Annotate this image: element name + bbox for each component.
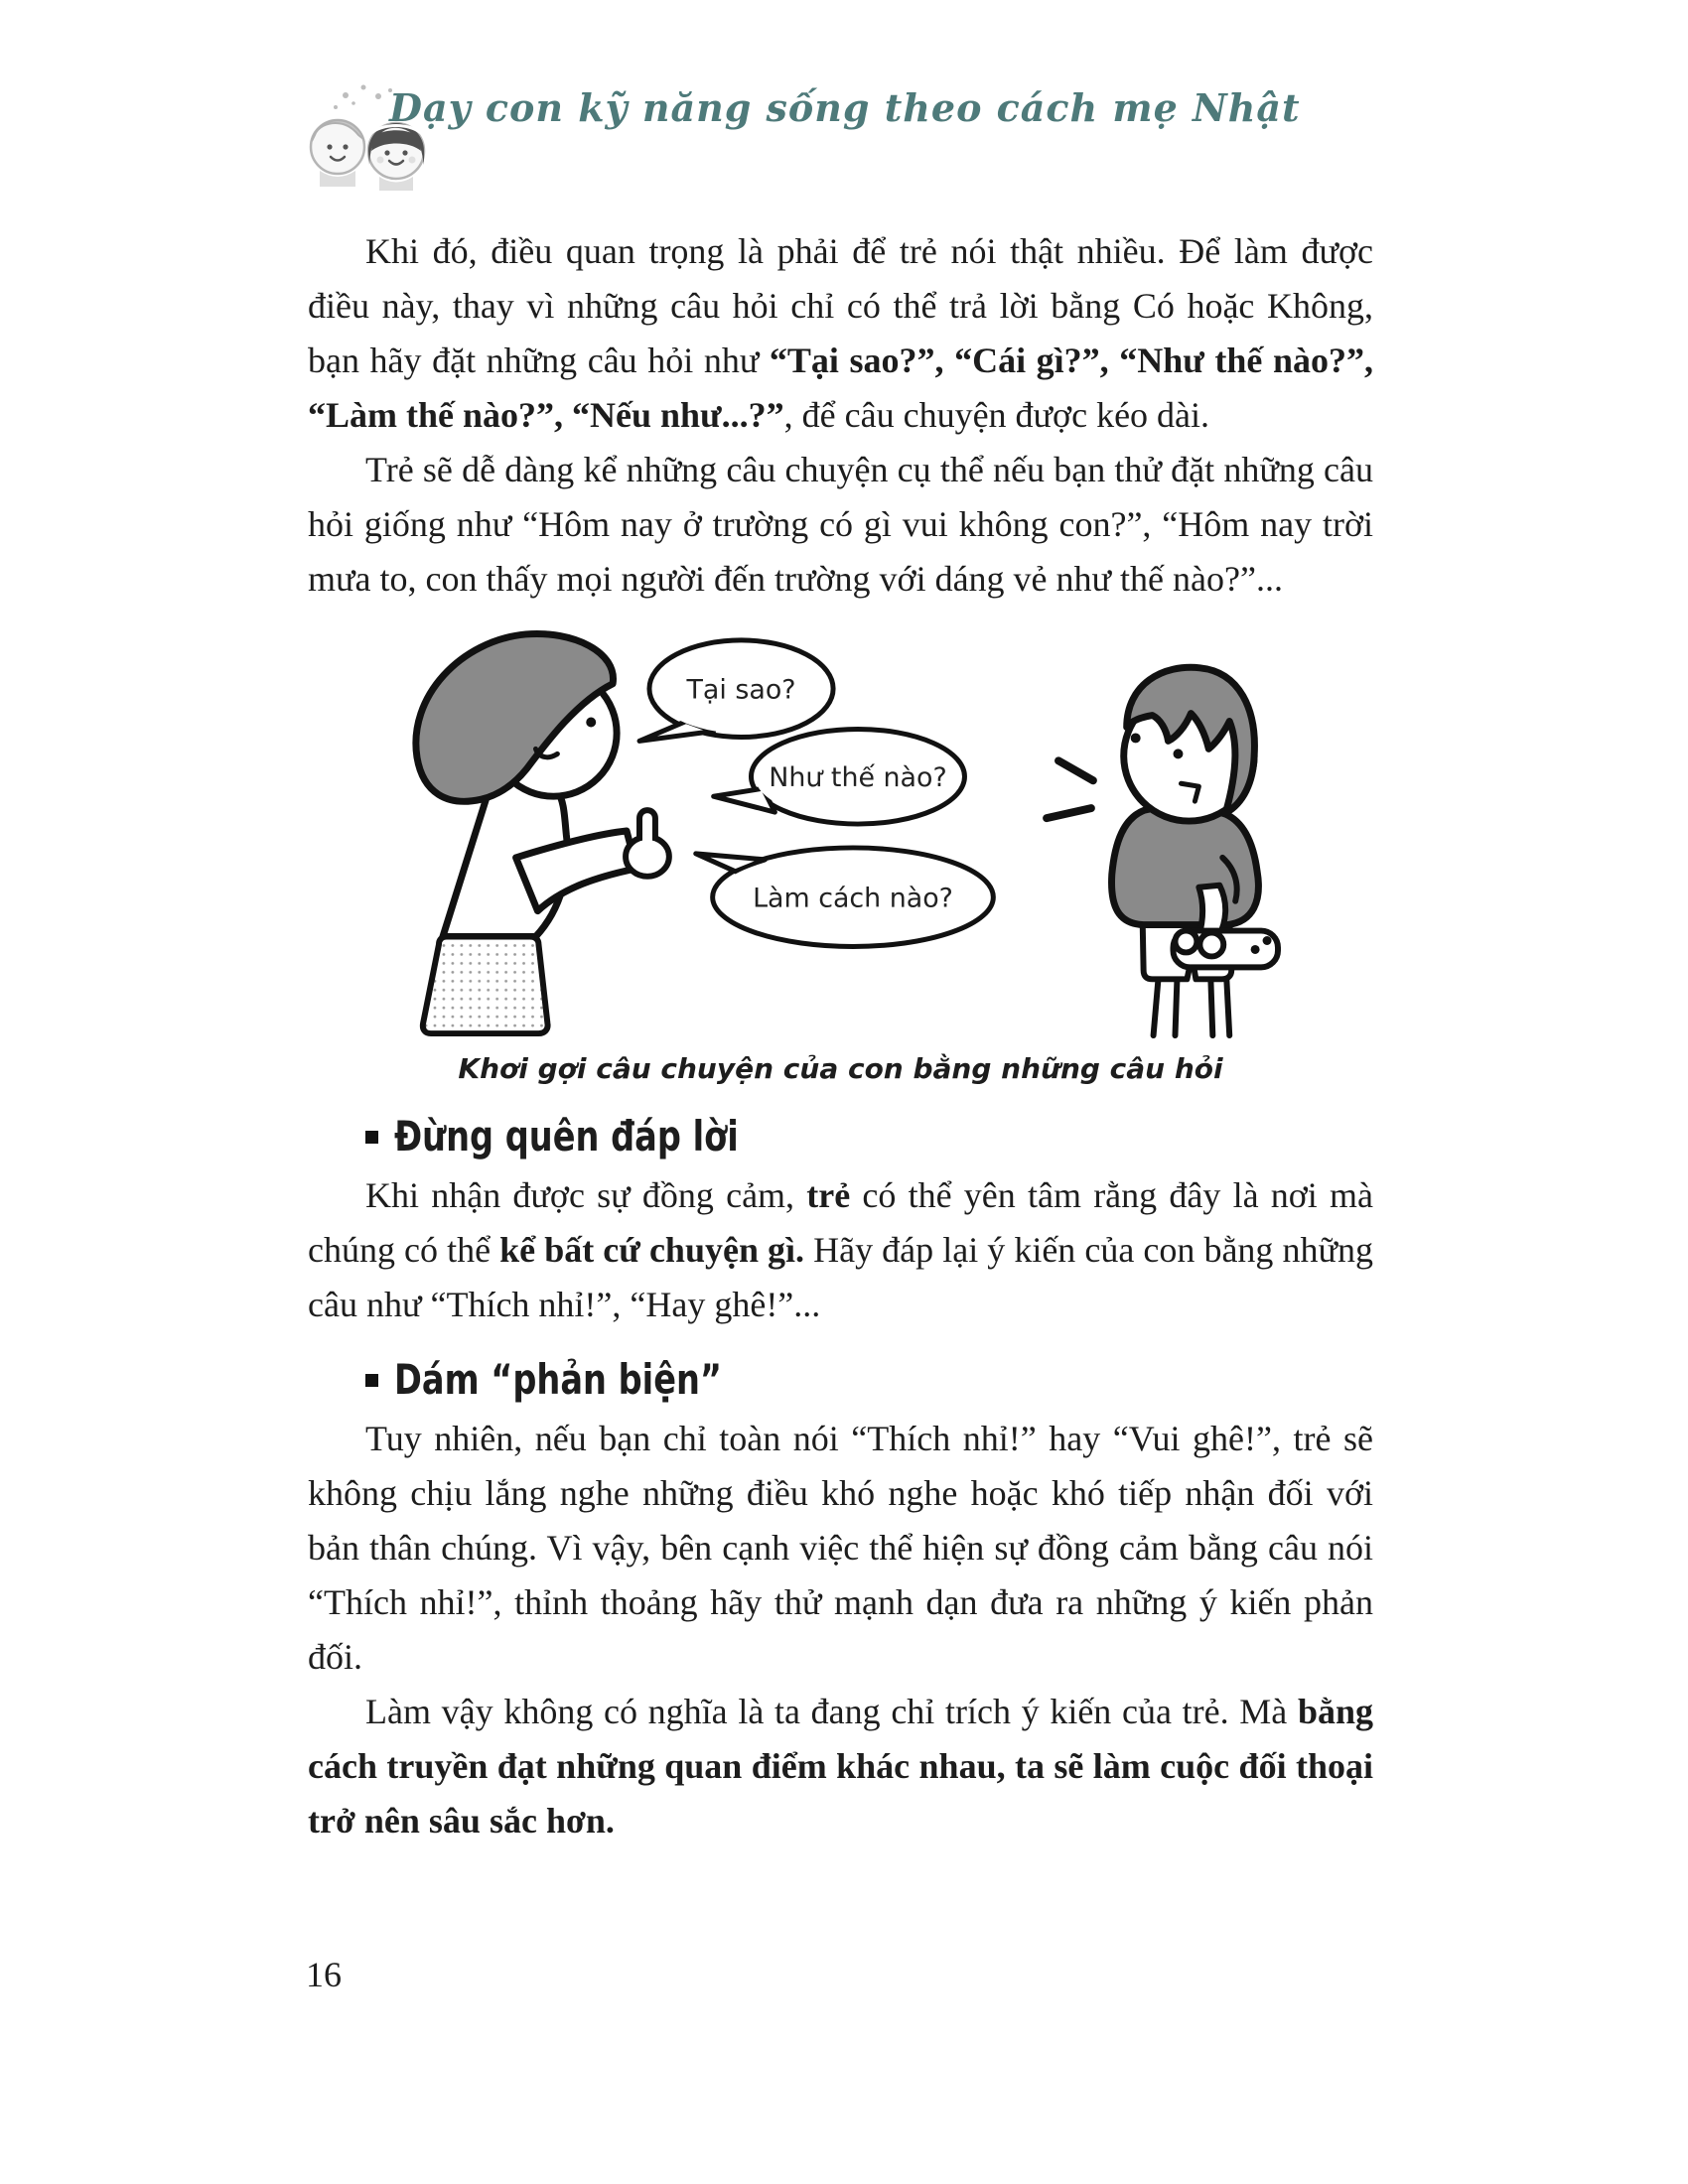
section-heading-counter xyxy=(365,1356,1373,1404)
svg-text:Làm cách nào?: Làm cách nào? xyxy=(753,883,953,914)
illustration-caption: Khơi gợi câu chuyện của con bằng những câu hỏi xyxy=(458,1052,1223,1085)
mother-figure xyxy=(416,633,669,1033)
paragraph-5: Làm vậy không có nghĩa là ta đang chỉ trích ý kiến của trẻ. Mà bằng cách truyền đạt những quan điểm khác nhau, ta sẽ làm cuộc đối thoại trở nên sâu sắc hơn. xyxy=(308,1692,1373,1841)
section-heading-text: Dám “phản biện” xyxy=(394,1355,722,1404)
square-bullet-icon xyxy=(365,1131,378,1144)
illustration-canvas xyxy=(385,622,1321,1047)
speech-bubble-what-way xyxy=(696,848,994,947)
section-heading-reply xyxy=(365,1113,1373,1160)
book-title: Dạy con kỹ năng sống theo cách mẹ Nhật xyxy=(389,85,1301,130)
listening-marks-icon xyxy=(1047,760,1093,818)
page-number: 16 xyxy=(306,1955,342,1994)
square-bullet-icon xyxy=(365,1374,378,1387)
child-right xyxy=(368,123,424,191)
paragraph-2: Trẻ sẽ dễ dàng kể những câu chuyện cụ thể nếu bạn thử đặt những câu hỏi giống như “Hôm nay ở trường có gì vui không con?”, “Hôm nay trời mưa to, con thấy mọi người đến trường với dáng vẻ như thế nào?”... xyxy=(308,450,1373,599)
speech-bubble-how xyxy=(714,729,965,824)
svg-text:Tại sao?: Tại sao? xyxy=(686,674,796,706)
page-content xyxy=(308,224,1373,1848)
section-heading-text: Đừng quên đáp lời xyxy=(394,1112,739,1160)
sparkle-dots xyxy=(334,85,392,110)
svg-text:Như thế nào?: Như thế nào? xyxy=(769,762,947,794)
paragraph-4: Tuy nhiên, nếu bạn chỉ toàn nói “Thích nhỉ!” hay “Vui ghê!”, trẻ sẽ không chịu lắng nghe những điều khó nghe hoặc khó tiếp nhận đối với bản thân chúng. Vì vậy, bên cạnh việc thể hiện sự đồng cảm bằng câu nói “Thích nhỉ!”, thỉnh thoảng hãy thử mạnh dạn đưa ra những ý kiến phản đối. xyxy=(308,1419,1373,1677)
boy-figure xyxy=(1112,667,1278,1035)
paragraph-1: Khi đó, điều quan trọng là phải để trẻ nói thật nhiều. Để làm được điều này, thay vì những câu hỏi chỉ có thể trả lời bằng Có hoặc Không, bạn hãy đặt những câu hỏi như “Tại sao?”, “Cái gì?”, “Như thế nào?”, “Làm thế nào?”, “Nếu như...?”, để câu chuyện được kéo dài. xyxy=(308,231,1373,435)
speech-bubble-why xyxy=(639,640,833,742)
conversation-illustration xyxy=(385,622,1321,1047)
child-left xyxy=(311,120,364,187)
paragraph-3: Khi nhận được sự đồng cảm, trẻ có thể yên tâm rằng đây là nơi mà chúng có thể kể bất cứ chuyện gì. Hãy đáp lại ý kiến của con bằng những câu như “Thích nhỉ!”, “Hay ghê!”... xyxy=(308,1175,1374,1324)
